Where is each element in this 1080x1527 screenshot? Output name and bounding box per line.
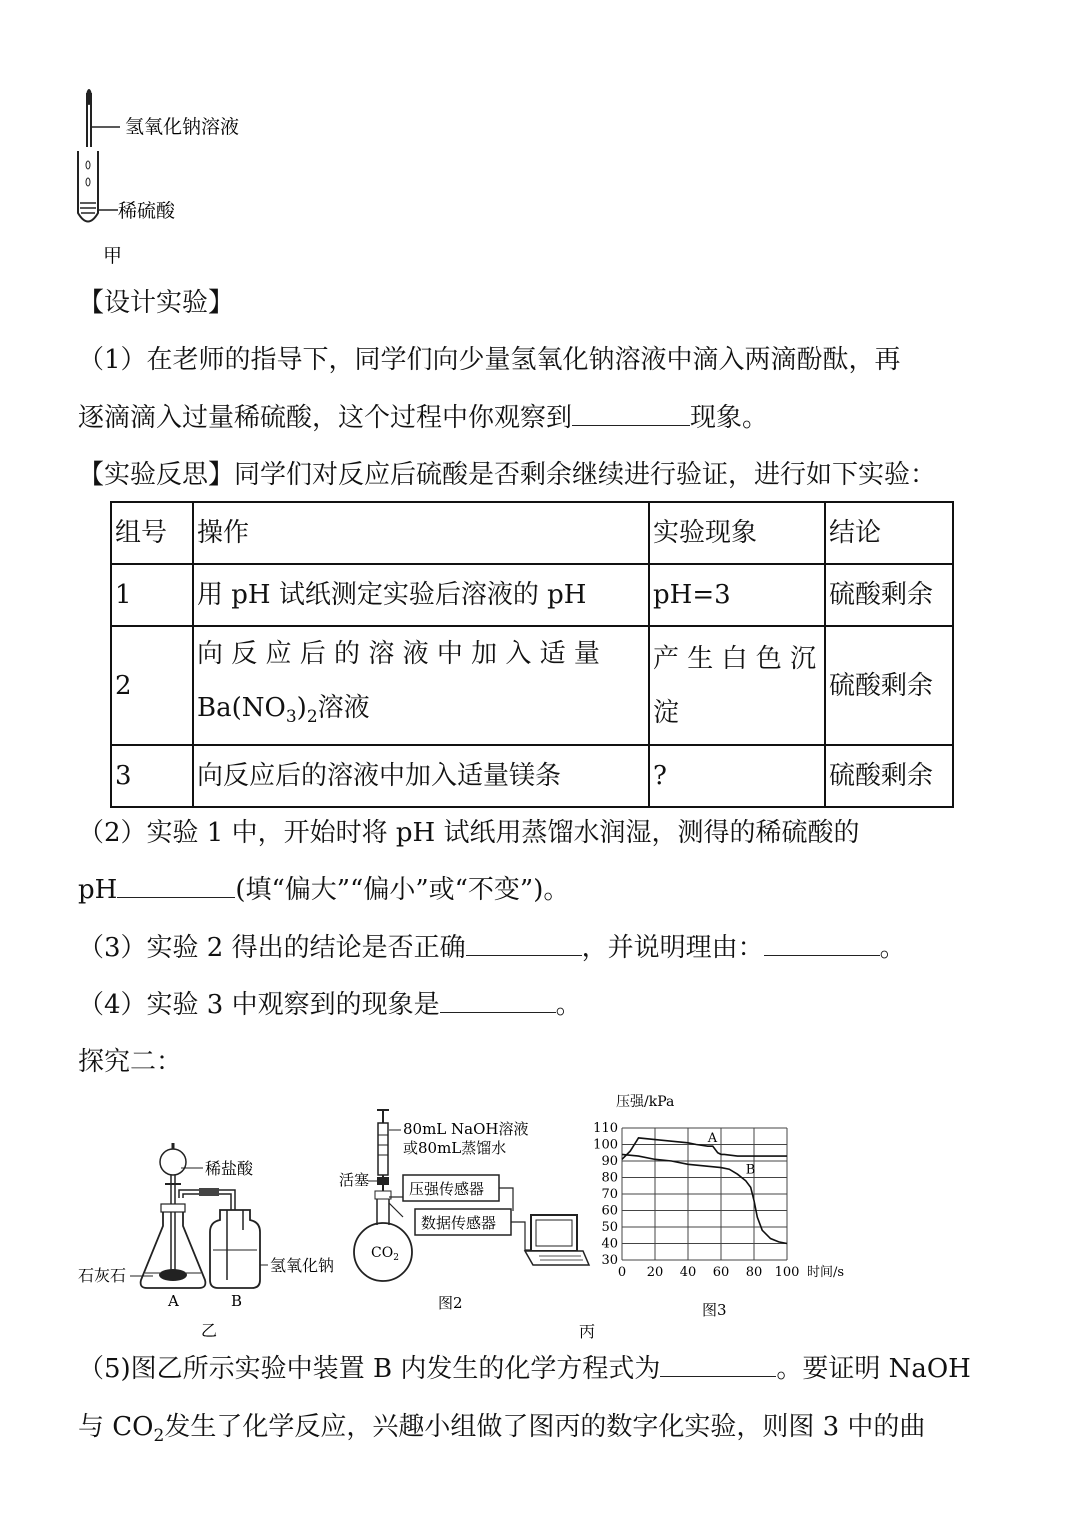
- delivery-tube-icon: [179, 1188, 235, 1210]
- cell-no: 1: [111, 564, 193, 626]
- y-tick-label: 60: [601, 1203, 618, 1219]
- x-tick-label: 20: [646, 1265, 664, 1280]
- y-tick-label: 30: [601, 1253, 618, 1268]
- caption-bing: 丙: [579, 1322, 596, 1340]
- question-2-line-2: [78, 873, 569, 907]
- label-pressure-sensor: 压强传感器: [409, 1180, 485, 1198]
- answer-blank-1[interactable]: [572, 401, 690, 426]
- question-4: [78, 988, 582, 1022]
- label-valve: 活塞: [339, 1171, 370, 1189]
- figure-yi: [75, 1140, 355, 1340]
- answer-blank-3b[interactable]: [764, 931, 880, 956]
- series-label-a: A: [707, 1131, 718, 1147]
- label-syringe-line-2: 或80mL蒸馏水: [403, 1139, 507, 1157]
- formula-part: Ba(NO: [197, 693, 286, 723]
- question-5-tail: 发生了化学反应，兴趣小组做了图丙的数字化实验，则图 3 中的曲: [164, 1412, 926, 1442]
- co2-subscript: 2: [153, 1426, 165, 1447]
- cell-conclusion: 硫酸剩余: [825, 564, 953, 626]
- caption-fig2: 图2: [438, 1294, 463, 1312]
- x-tick-label: 80: [745, 1265, 763, 1280]
- header-phenomenon: 实验现象: [649, 502, 825, 564]
- figure-bing-apparatus: [335, 1105, 605, 1340]
- question-5-line-2: [78, 1410, 925, 1453]
- figure-jia: [70, 85, 270, 270]
- experiment-table: [110, 501, 954, 808]
- label-b: B: [231, 1292, 243, 1310]
- question-3-tail: 。: [879, 933, 906, 963]
- answer-blank-2[interactable]: [117, 873, 235, 898]
- question-2-tail: (填“偏大”“偏小”或“不变”)。: [235, 875, 570, 905]
- label-data-sensor: 数据传感器: [421, 1214, 497, 1232]
- label-dilute-h2so4: 稀硫酸: [118, 200, 176, 222]
- header-operation: 操作: [193, 502, 649, 564]
- label-naoh-solution: 氢氧化钠溶液: [125, 116, 240, 138]
- label-a: A: [168, 1292, 179, 1310]
- caption-fig3: 图3: [702, 1301, 727, 1319]
- table-row: [111, 745, 953, 807]
- y-axis-label: 压强/kPa: [616, 1094, 675, 1110]
- y-tick-label: 110: [593, 1121, 618, 1136]
- round-flask-icon: [354, 1191, 412, 1281]
- y-tick-label: 80: [601, 1170, 618, 1186]
- co2-text: CO: [371, 1245, 394, 1261]
- formula-subscript: 3: [285, 707, 297, 728]
- cell-phenomenon: pH=3: [649, 564, 825, 626]
- y-tick-label: 40: [601, 1236, 618, 1252]
- section-heading-design: 【设计实验】: [78, 288, 235, 318]
- question-2-line-1: （2）实验 1 中，开始时将 pH 试纸用蒸馏水润湿，测得的稀硫酸的: [78, 818, 860, 848]
- x-tick-label: 60: [712, 1265, 730, 1280]
- operation-line-2: [197, 681, 645, 744]
- cell-conclusion: 硫酸剩余: [825, 626, 953, 745]
- answer-blank-3a[interactable]: [466, 931, 582, 956]
- series-label-b: B: [745, 1162, 756, 1178]
- cell-operation: 用 pH 试纸测定实验后溶液的 pH: [193, 564, 649, 626]
- question-3-mid: ，并说明理由：: [581, 933, 764, 963]
- phenomenon-line-1: 产 生 白 色 沉: [653, 643, 817, 674]
- question-5-line-1: [78, 1352, 971, 1386]
- answer-blank-4[interactable]: [440, 988, 556, 1013]
- formula-subscript: 2: [306, 707, 318, 728]
- label-syringe-line-1: 80mL NaOH溶液: [403, 1120, 529, 1138]
- caption-jia: 甲: [103, 245, 123, 267]
- cell-operation: [193, 626, 649, 745]
- question-3: [78, 931, 906, 965]
- cell-no: 2: [111, 626, 193, 745]
- y-tick-label: 90: [601, 1154, 618, 1169]
- label-limestone: 石灰石: [78, 1266, 127, 1285]
- table-row: [111, 564, 953, 626]
- stopcock-icon: [368, 1177, 389, 1185]
- y-tick-label: 70: [601, 1187, 618, 1202]
- x-axis-label: 时间/s: [807, 1265, 845, 1280]
- table-row: [111, 626, 953, 745]
- cell-phenomenon: [649, 626, 825, 745]
- question-1-line-1: （1）在老师的指导下，同学们向少量氢氧化钠溶液中滴入两滴酚酞，再: [78, 345, 901, 375]
- phenomenon-line-2: 淀: [653, 697, 680, 728]
- label-co2: [371, 1245, 399, 1263]
- question-3-text: （3）实验 2 得出的结论是否正确: [78, 933, 466, 963]
- section-heading-explore-2: 探究二：: [78, 1047, 183, 1077]
- cell-no: 3: [111, 745, 193, 807]
- formula-part: 溶液: [317, 693, 370, 723]
- label-hcl: 稀盐酸: [205, 1159, 254, 1178]
- y-tick-label: 50: [601, 1220, 618, 1235]
- answer-blank-5[interactable]: [660, 1352, 776, 1377]
- x-tick-label: 100: [774, 1265, 800, 1280]
- question-1-line-2: [78, 401, 768, 435]
- formula-part: ): [296, 693, 307, 723]
- header-group: 组号: [111, 502, 193, 564]
- question-5-mid: 。要证明 NaOH: [776, 1354, 971, 1384]
- operation-line-1: 向 反 应 后 的 溶 液 中 加 入 适 量: [197, 639, 600, 669]
- header-conclusion: 结论: [825, 502, 953, 564]
- question-4-tail: 。: [555, 990, 582, 1020]
- co2-subscript: 2: [393, 1253, 399, 1263]
- y-tick-label: 100: [593, 1137, 618, 1153]
- dropper-icon: [86, 89, 120, 147]
- conical-flask-icon: [141, 1204, 206, 1288]
- gas-bottle-icon: [210, 1210, 268, 1288]
- x-tick-label: 0: [617, 1265, 627, 1280]
- series-line-a: [622, 1138, 787, 1159]
- question-2-text: pH: [78, 875, 118, 905]
- cell-phenomenon: ?: [649, 745, 825, 807]
- question-5-text: （5)图乙所示实验中装置 B 内发生的化学方程式为: [78, 1354, 661, 1384]
- question-5-text-b: 与 CO: [78, 1412, 154, 1442]
- table-header-row: [111, 502, 953, 564]
- caption-yi: 乙: [201, 1321, 218, 1340]
- test-tube-icon: [78, 151, 118, 222]
- question-1-text: 逐滴滴入过量稀硫酸，这个过程中你观察到: [78, 403, 573, 433]
- label-naoh: 氢氧化钠: [270, 1256, 335, 1275]
- cell-conclusion: 硫酸剩余: [825, 745, 953, 807]
- x-tick-label: 40: [679, 1265, 697, 1280]
- question-4-text: （4）实验 3 中观察到的现象是: [78, 990, 440, 1020]
- question-1-tail: 现象。: [690, 403, 769, 433]
- series-line-b: [622, 1154, 787, 1243]
- cell-operation: 向反应后的溶液中加入适量镁条: [193, 745, 649, 807]
- pressure-time-chart: [580, 1090, 870, 1320]
- reflection-intro: 【实验反思】同学们对反应后硫酸是否剩余继续进行验证，进行如下实验：: [78, 460, 937, 490]
